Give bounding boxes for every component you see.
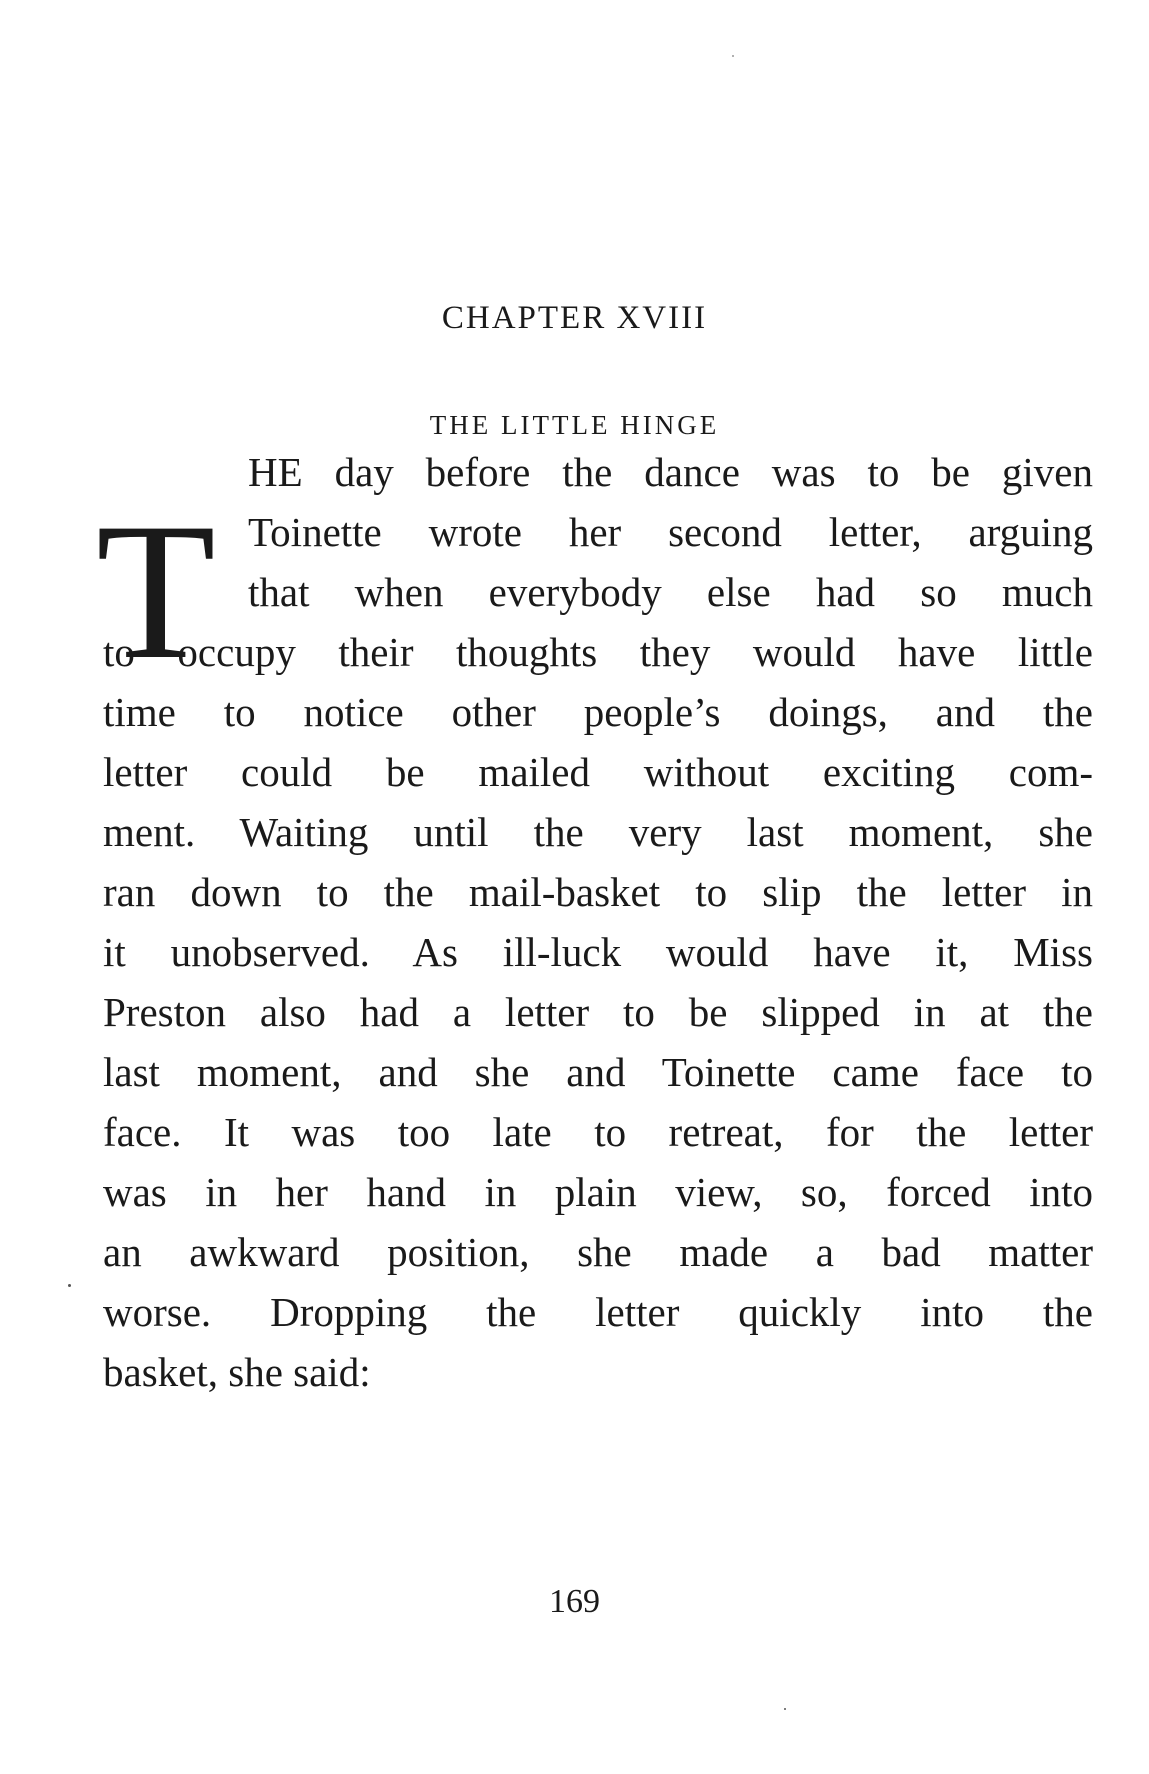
- text-line: HE day before the dance was to be given: [248, 449, 1093, 495]
- text-line: to occupy their thoughts they would have little: [103, 629, 1093, 675]
- chapter-title: THE LITTLE HINGE: [429, 410, 720, 440]
- text-line: ment. Waiting until the very last moment, she: [103, 809, 1093, 855]
- text-line: Preston also had a letter to be slipped in at the: [103, 989, 1093, 1035]
- text-line: an awkward position, she made a bad matter: [103, 1229, 1093, 1275]
- scan-speck: [732, 55, 734, 57]
- text-line: basket, she said:: [103, 1349, 371, 1395]
- text-line: time to notice other people’s doings, and the: [103, 689, 1093, 735]
- text-line: was in her hand in plain view, so, forced into: [103, 1169, 1093, 1215]
- text-line: face. It was too late to retreat, for the letter: [103, 1109, 1093, 1155]
- scan-speck: [784, 1708, 786, 1710]
- text-line: that when everybody else had so much: [248, 569, 1093, 615]
- text-line: ran down to the mail-basket to slip the letter in: [103, 869, 1093, 915]
- text-line: letter could be mailed without exciting com-: [103, 749, 1093, 795]
- chapter-number: CHAPTER XVIII: [441, 300, 708, 336]
- text-line: it unobserved. As ill-luck would have it, Miss: [103, 929, 1093, 975]
- drop-cap: T: [96, 483, 216, 700]
- text-line: worse. Dropping the letter quickly into the: [103, 1289, 1093, 1335]
- page-number: 169: [549, 1583, 600, 1620]
- text-line: last moment, and she and Toinette came face to: [103, 1049, 1093, 1095]
- text-line: Toinette wrote her second letter, arguing: [248, 509, 1093, 555]
- scan-speck: [68, 1284, 71, 1287]
